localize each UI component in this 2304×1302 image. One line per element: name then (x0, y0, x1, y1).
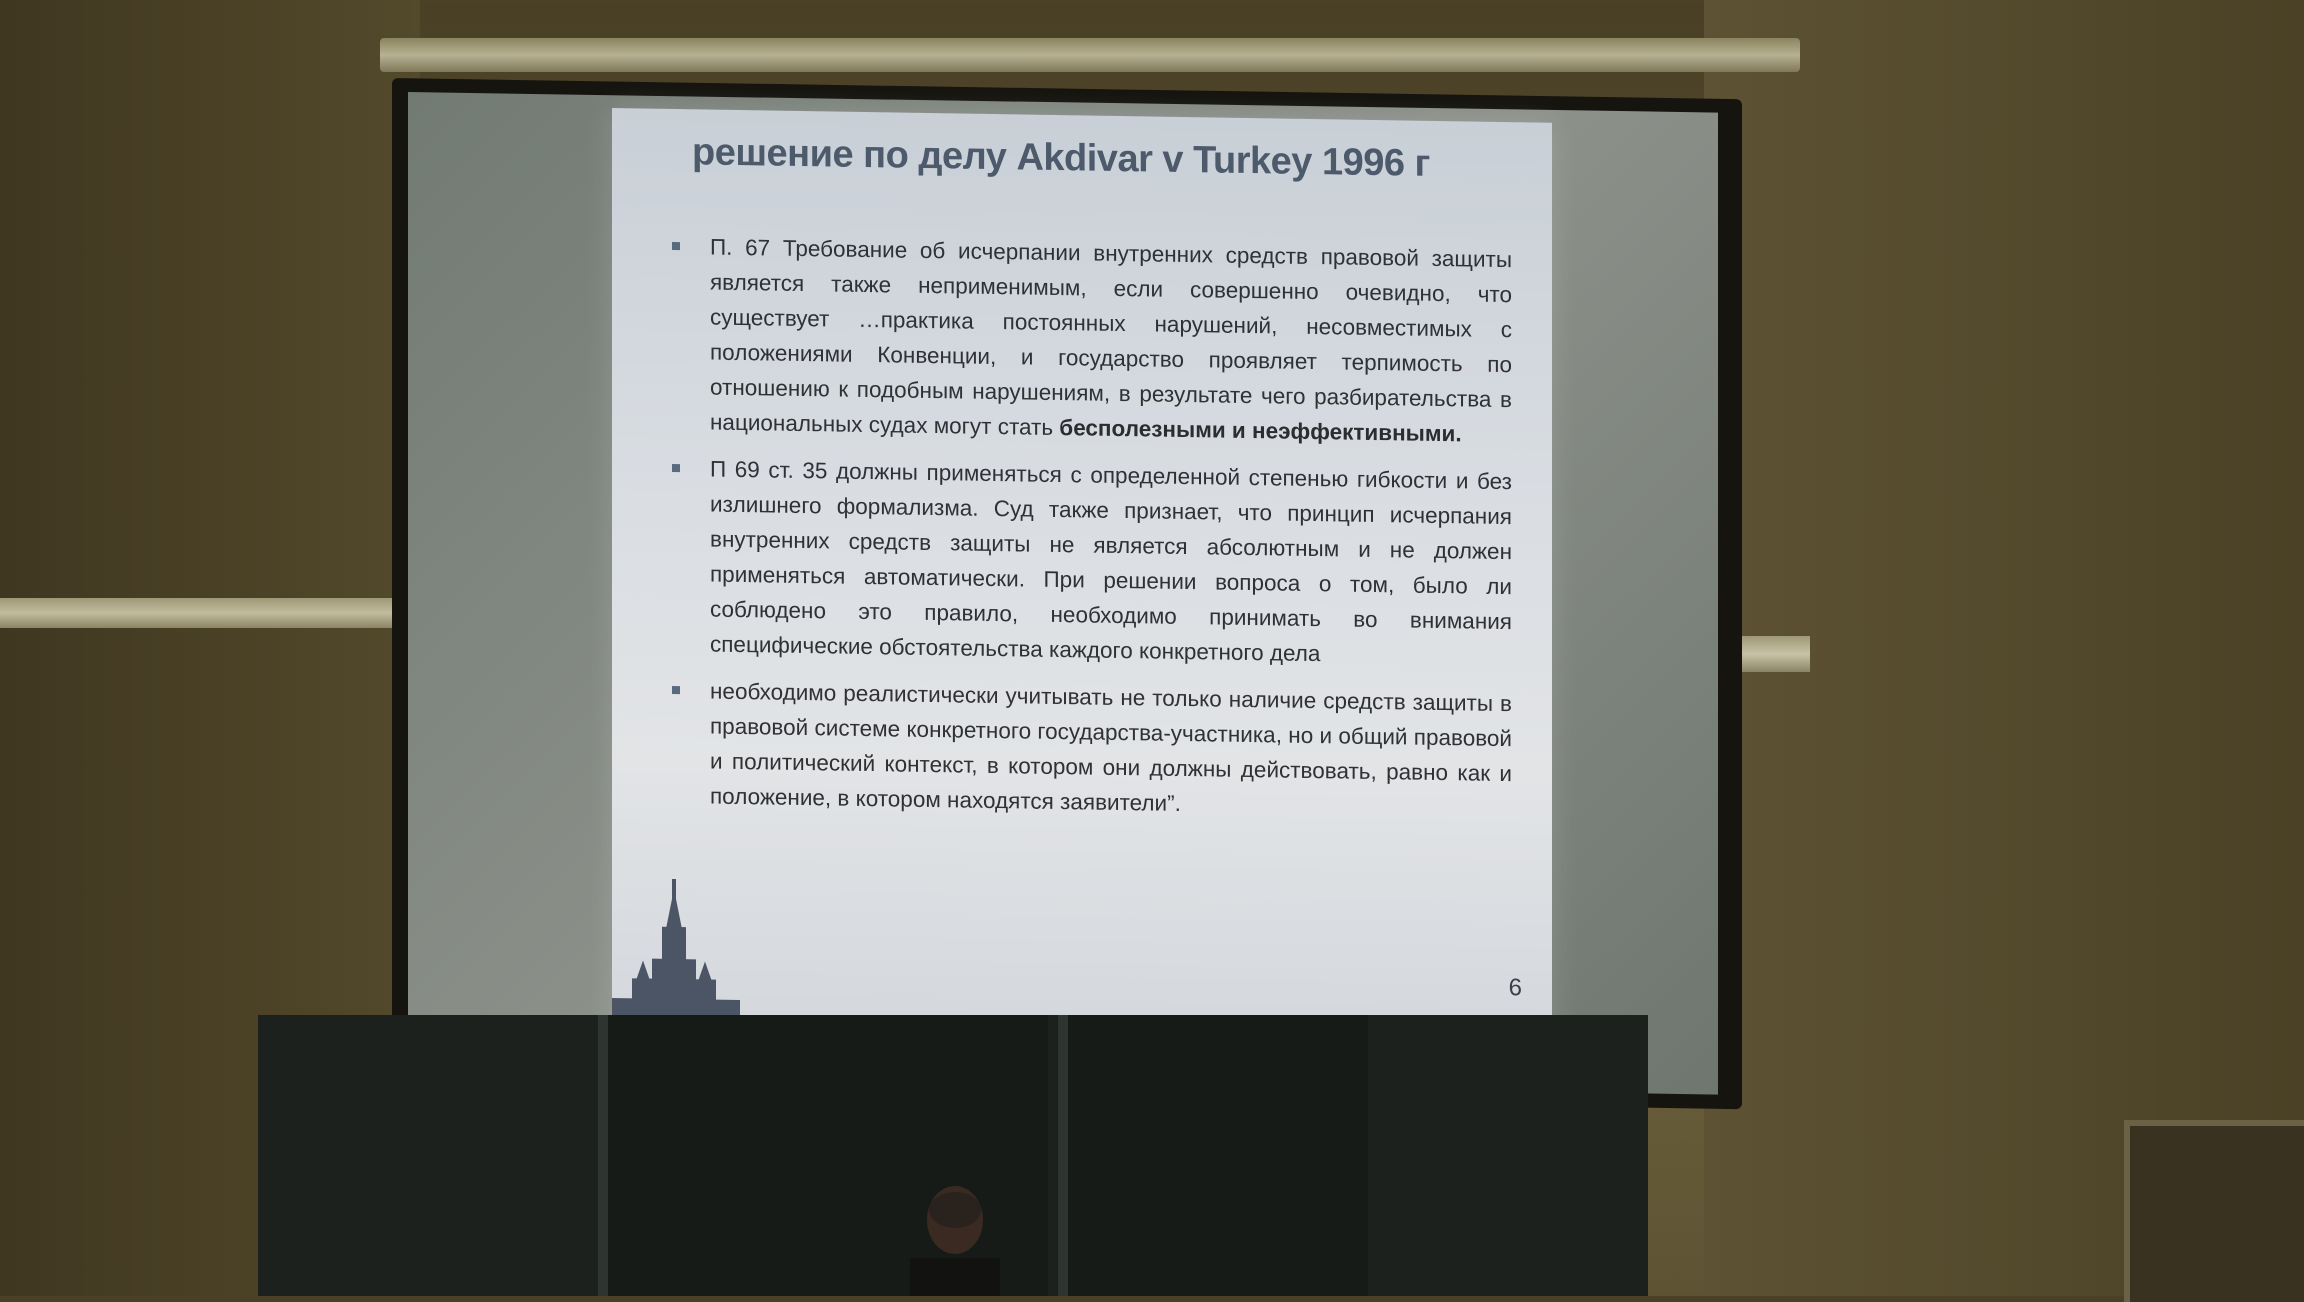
bullet-text: П. 67 Требование об исчерпании внутренних средств правовой защиты является также неприменимым, если совершенно очевидно, что существует …практика постоянных нарушений, несовместимых с положениями Конвенции, и государство проявляет терпимость по отношению к подобным нарушениям, в результате чего разбирательства в национальных судах могут стать (710, 234, 1512, 441)
bullet-item (672, 451, 1512, 674)
presentation-slide (612, 108, 1552, 1053)
wall-rail-left (0, 598, 420, 628)
doorway (2124, 1120, 2304, 1302)
bullet-text: необходимо реалистически учитывать не только наличие средств защиты в правовой системе конкретного государства-участника, но и общий правовой и политический контекст, в котором они должны действовать, равно как и положение, в котором находятся заявители”. (710, 678, 1512, 816)
bullet-square-icon (672, 686, 680, 694)
slide-number: 6 (1508, 974, 1522, 1002)
wall-rail-right (1740, 636, 1810, 672)
bullet-square-icon (672, 464, 680, 472)
bullet-item (672, 229, 1512, 452)
bullet-square-icon (672, 242, 680, 250)
slide-title: решение по делу Akdivar v Turkey 1996 г (692, 131, 1430, 185)
university-building-icon (612, 868, 752, 1030)
chalkboard-panel (1058, 1015, 1368, 1296)
bullet-list (672, 229, 1512, 838)
bullet-item (672, 673, 1512, 826)
bullet-text: П 69 ст. 35 должны применяться с определенной степенью гибкости и без излишнего формализма. Суд также признает, что принцип исчерпания внутренних средств защиты не является абсолютным и не должен применяться автоматически. При решении вопроса о том, было ли соблюдено это правило, необходимо принимать во внимания специфические обстоятельства каждого конкретного дела (710, 456, 1512, 667)
bullet-emphasis: бесполезными и неэффективными. (1059, 415, 1462, 447)
presenter-silhouette (900, 1180, 1010, 1296)
projector-screen-housing (380, 38, 1800, 72)
